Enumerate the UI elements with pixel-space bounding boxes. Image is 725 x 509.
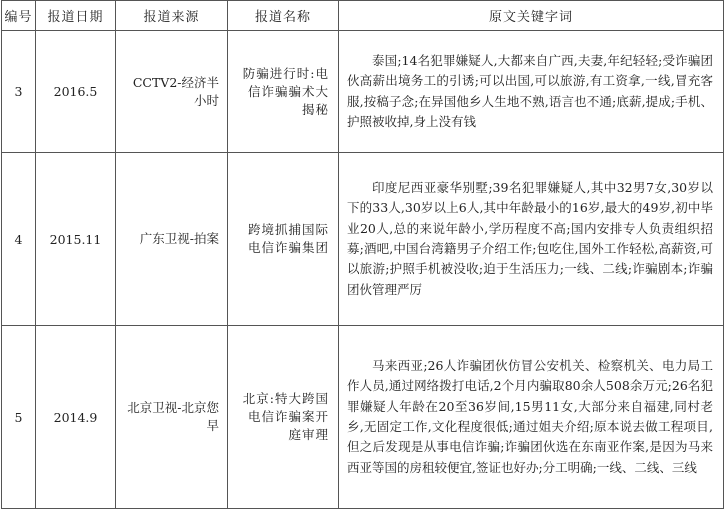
header-report-date: 报道日期 xyxy=(36,1,116,31)
cell-report-name: 防骗进行时:电信诈骗骗术大揭秘 xyxy=(228,31,339,153)
cell-report-date: 2015.11 xyxy=(36,153,116,326)
table-row xyxy=(2,326,724,509)
cell-report-source: 北京卫视-北京您早 xyxy=(116,326,228,509)
cell-report-date: 2014.9 xyxy=(36,326,116,509)
header-report-source: 报道来源 xyxy=(116,1,228,31)
cell-number: 3 xyxy=(2,31,36,153)
cell-keywords xyxy=(339,153,724,326)
cell-keywords xyxy=(339,326,724,509)
report-table xyxy=(1,0,724,509)
cell-report-date: 2016.5 xyxy=(36,31,116,153)
header-report-name: 报道名称 xyxy=(228,1,339,31)
cell-keywords xyxy=(339,31,724,153)
table-header-row xyxy=(2,1,724,31)
keywords-text: 马来西亚;26人诈骗团伙仿冒公安机关、检察机关、电力局工作人员,通过网络拨打电话,2个月内骗取80余人508余万元;26名犯罪嫌疑人年龄在20至36岁间,15男11女,大部分来自福建,同村老乡,无固定工作,文化程度很低;通过姐夫介绍;原本说去做工程项目,但之后发现是从事电信诈骗;诈骗团伙选在东南亚作案,是因为马来西亚等国的房租较便宜,签证也好办;分工明确;一线、二线、三线 xyxy=(347,358,713,475)
cell-number: 5 xyxy=(2,326,36,509)
table-row xyxy=(2,31,724,153)
cell-report-source: CCTV2-经济半小时 xyxy=(116,31,228,153)
keywords-text: 泰国;14名犯罪嫌疑人,大都来自广西,夫妻,年纪轻轻;受诈骗团伙高薪出境务工的引诱;可以出国,可以旅游,有工资拿,一线,冒充客服,按稿子念;在异国他乡人生地不熟,语言也不通;底薪,提成;手机、护照被收掉,身上没有钱 xyxy=(347,52,713,129)
keywords-text: 印度尼西亚豪华别墅;39名犯罪嫌疑人,其中32男7女,30岁以下的33人,30岁以上6人,其中年龄最小的16岁,最大的49岁,初中毕业20人,总的来说年龄小,学历程度不高;国内安排专人负责组织招募;酒吧,中国台湾籍男子介绍工作;包吃住,国外工作轻松,高薪资,可以旅游;护照手机被没收;迫于生活压力;一线、二线;诈骗剧本;诈骗团伙管理严厉 xyxy=(347,180,713,297)
header-number: 编号 xyxy=(2,1,36,31)
cell-number: 4 xyxy=(2,153,36,326)
cell-report-name: 跨境抓捕国际电信诈骗集团 xyxy=(228,153,339,326)
cell-report-name: 北京:特大跨国电信诈骗案开庭审理 xyxy=(228,326,339,509)
header-keywords: 原文关键字词 xyxy=(339,1,724,31)
cell-report-source: 广东卫视-拍案 xyxy=(116,153,228,326)
table-row xyxy=(2,153,724,326)
